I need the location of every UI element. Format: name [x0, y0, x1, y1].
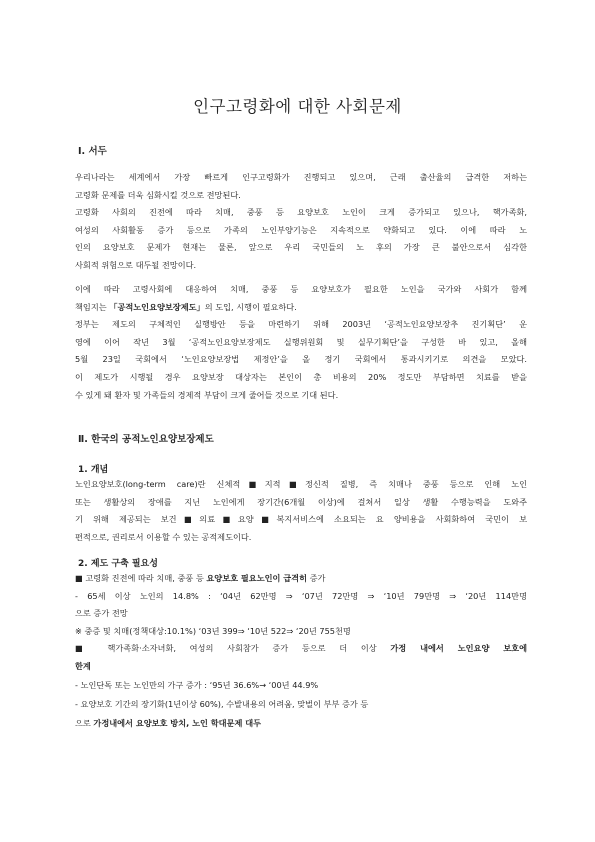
text-span: 의 도입, 시행이 필요하다. [204, 301, 297, 312]
text-span: 으로 [75, 717, 94, 728]
dash-item: - 요양보호 기간의 장기화(1년이상 60%), 수발내용의 어려움, 맞벌이 부부 증가 등 [75, 698, 369, 709]
text-line: 노인요양보호(long-term care)란 신체적■지적■정신적 질병, 즉 치매나 중풍 등으로 인해 노인 [75, 479, 527, 489]
section-1-paragraph-2 [75, 281, 527, 404]
concept-paragraph [75, 476, 527, 546]
section-1-paragraph-1 [75, 169, 527, 275]
text-line: 수 있게 돼 환자 및 가족들의 경제적 부담이 크게 줄어들 것으로 기대 된다. [75, 389, 339, 400]
text-line: 영에 이어 작년 3월 ‘공적노인요양보장제도 실행위원회 및 실무기획단’을 구성한 바 있고, 올해 [75, 336, 527, 347]
section-1-heading: Ⅰ. 서두 [78, 146, 107, 157]
text-line: 사회적 위험으로 대두될 전망이다. [75, 259, 197, 270]
emphasis-text: 가정내에서 요양보호 방치, 노인 학대문제 대두 [93, 717, 262, 728]
bullet-item [75, 640, 527, 658]
text-line: 한계 [75, 660, 91, 671]
dash-item: - 노인단독 또는 노인만의 가구 증가 : ‘95년 36.6%→ ‘00년 44.9% [75, 679, 319, 690]
text-line: 기 위해 제공되는 보건■의료■요양■복지서비스에 소요되는 요 양비용을 사회화하여 국민이 보 [75, 514, 527, 525]
subsection-2-heading: 2. 제도 구축 필요성 [78, 559, 158, 569]
text-span: 증가 [307, 573, 326, 583]
emphasis-text: 「공적노인요양보장제도」 [109, 301, 205, 312]
text-span: 책임지는 [75, 301, 110, 312]
text-line: 정부는 제도의 구체적인 실행방안 등을 마련하기 위해 2003년 ‘공적노인요양보장추 진기획단’ 운 [75, 319, 527, 330]
text-line: 여성의 사회활동 증가 등으로 가족의 노인부양기능은 지속적으로 약화되고 있다. 이에 따라 노 [75, 224, 527, 235]
section-2-heading: Ⅱ. 한국의 공적노인요양보장제도 [78, 434, 214, 445]
text-line: 또는 생활상의 장애를 지닌 노인에게 장기간(6개월 이상)에 걸쳐서 일상 생활 수행능력을 도와주 [75, 496, 527, 507]
text-line: 이 제도가 시행될 경우 요양보장 대상자는 본인이 총 비용의 20% 정도만 부담하면 치료를 받을 [75, 371, 527, 382]
text-line: 5월 23일 국회에서 ‘노인요양보장법 제정안’을 올 정기 국회에서 통과시키기로 의견을 모았다. [75, 354, 527, 365]
necessity-list [75, 570, 527, 733]
text-line: ※ 중증 및 치매(정책대상:10.1%) ‘03년 399⇒ ‘10년 522⇒ ‘20년 755천명 [75, 625, 351, 636]
text-line: 고령화 사회의 진전에 따라 치매, 중풍 등 요양보호 노인이 크게 증가되고 있으나, 핵가족화, [75, 207, 527, 218]
text-line [75, 299, 527, 317]
text-line [75, 714, 527, 733]
text-line: 인의 요양보호 문제가 현재는 물론, 앞으로 우리 국민들의 노 후의 가장 큰 불안으로서 심각한 [75, 242, 527, 253]
emphasis-text: 가정 내에서 노인요양 보호에 [390, 643, 527, 654]
text-span: ■ 핵가족화·소자녀화, 여성의 사회참가 증가 등으로 더 이상 [75, 643, 391, 654]
subsection-1-heading: 1. 개념 [78, 465, 109, 475]
emphasis-text: 요양보호 필요노인이 급격히 [206, 573, 308, 583]
text-line: 고령화 문제를 더욱 심화시킬 것으로 전망된다. [75, 189, 241, 200]
text-line: 편적으로, 권리로서 이용할 수 있는 공적제도이다. [75, 531, 252, 542]
bullet-item [75, 570, 527, 588]
text-line: 이에 따라 고령사회에 대응하여 치매, 중풍 등 요양보호가 필요한 노인을 국가와 사회가 함께 [75, 284, 527, 294]
text-line: - 65세 이상 노인의 14.8% : ‘04년 62만명 ⇒ ‘07년 72만명 ⇒ ‘10년 79만명 ⇒ ‘20년 114만명 [75, 590, 527, 601]
text-span: ■ 고령화 진전에 따라 치매, 중풍 등 [75, 573, 207, 583]
page-title: 인구고령화에 대한 사회문제 [193, 97, 402, 116]
text-line: 우리나라는 세계에서 가장 빠르게 인구고령화가 진행되고 있으며, 근래 출산율의 급격한 저하는 [75, 172, 527, 182]
text-line: 으로 증가 전망 [75, 608, 128, 619]
